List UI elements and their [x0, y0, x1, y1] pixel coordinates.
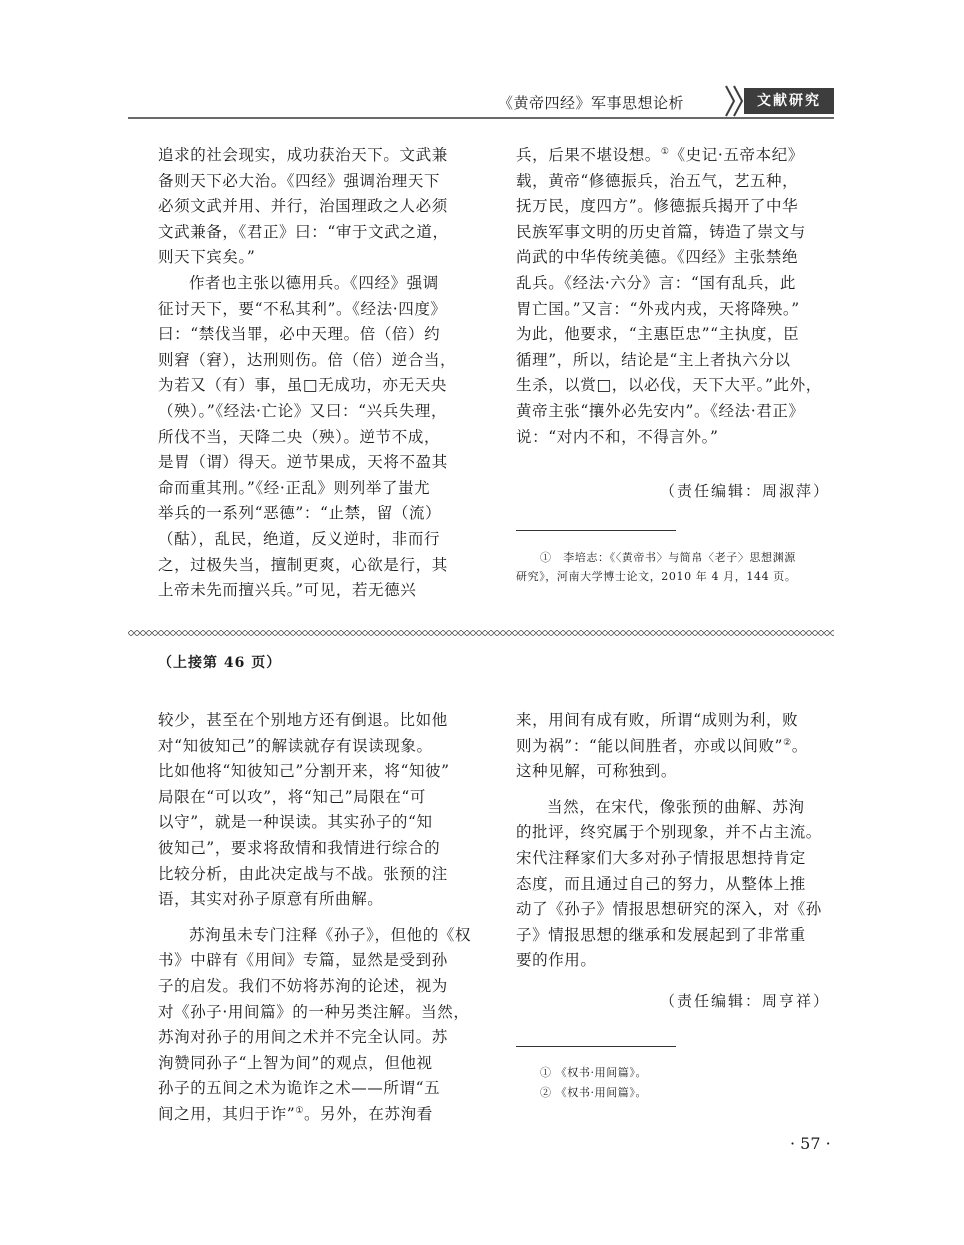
- text-line: 举兵的一系列“恶德”：“止禁，留（流）: [158, 504, 442, 523]
- bottom-left-column: [158, 708, 476, 1128]
- footnote-line: 研究》，河南大学博士论文，2010 年 4 月，144 页。: [516, 570, 797, 583]
- text-line: 上帝未先而擅兴兵。”可见，若无德兴: [158, 581, 417, 600]
- text-line: 宋代注释家们大多对孙子情报思想持肯定: [516, 848, 806, 867]
- text-line: 之，过极失当，擅制更爽，心欲是行，其: [158, 555, 448, 574]
- text-line-part: 。: [791, 736, 808, 755]
- text-line: 态度，而且通过自己的努力，从整体上推: [516, 874, 806, 893]
- text-line: 对《孙子·用间篇》的一种另类注解。当然，: [158, 1002, 470, 1021]
- text-line: 则天下宾矣。”: [158, 248, 256, 267]
- text-line: （殃）。”《经法·亡论》又曰：“兴兵失理，: [158, 401, 448, 420]
- top-left-column: [158, 143, 476, 604]
- editor-credit-bottom: （责任编辑：周亨祥）: [660, 992, 831, 1010]
- text-line: 子》情报思想的继承和发展起到了非常重: [516, 925, 806, 944]
- text-line-part: 间之用，其归于诈”: [158, 1104, 296, 1123]
- page-number: · 57 ·: [790, 1134, 831, 1153]
- text-line: 比如他将“知彼知己”分割开来，将“知彼”: [158, 762, 450, 781]
- text-line: 民族军事文明的历史首篇，铸造了崇文与: [516, 222, 806, 241]
- text-line: 备则天下必大治。《四经》强调治理天下: [158, 171, 441, 190]
- text-line: 循理”，所以，结论是“主上者执六分以: [516, 350, 791, 369]
- text-line: 的批评，终究属于个别现象，并不占主流。: [516, 823, 822, 842]
- text-line: 必须文武并用、并行，治国理政之人必须: [158, 197, 448, 216]
- text-line: 较少，甚至在个别地方还有倒退。比如他: [158, 711, 448, 729]
- editor-credit-top: （责任编辑：周淑萍）: [660, 482, 831, 500]
- text-line: 动了《孙子》情报思想研究的深入，对《孙: [516, 900, 822, 919]
- text-line: 为此，他要求，“主惠臣忠”“主执度，臣: [516, 325, 800, 344]
- text-line: 所伐不当，天降二央（殃）。逆节不成，: [158, 427, 441, 446]
- text-line: 书》中辟有《用间》专篇，显然是受到孙: [158, 951, 448, 970]
- text-line: 文武兼备，《君正》曰：“审于文武之道，: [158, 222, 449, 241]
- text-line-part: 兵，后果不堪设想。: [516, 146, 661, 164]
- double-chevron-icon: [724, 84, 746, 118]
- text-line: 作者也主张以德用兵。《四经》强调: [189, 273, 439, 292]
- text-line: 子的启发。我们不妨将苏洵的论述，视为: [158, 976, 448, 995]
- footnote-marker: ②: [783, 737, 792, 748]
- top-right-column: [516, 143, 834, 476]
- continuation-label: （上接第 46 页）: [158, 655, 282, 671]
- text-line: 则窘（窘），达刑则伤。倍（倍）逆合当，: [158, 350, 457, 369]
- text-line: 对“知彼知己”的解读就存有误读现象。: [158, 736, 433, 755]
- text-line: 要的作用。: [516, 951, 597, 970]
- text-line: （酤），乱民，绝道，反义逆时，非而行: [158, 529, 441, 548]
- text-line: 来，用间有成有败，所谓“成则为利，败: [516, 711, 799, 729]
- text-line: [158, 1102, 476, 1128]
- text-line: 征讨天下，要“不私其利”。《经法·四度》: [158, 299, 447, 318]
- text-line: 为若又（有）事，虽□无成功，亦无天央: [158, 376, 447, 395]
- footnote-line: ① 《权书·用间篇》。: [540, 1066, 648, 1079]
- text-line: 说：“对内不和，不得言外。”: [516, 427, 719, 446]
- text-line: 局限在“可以攻”，将“知己”局限在“可: [158, 787, 427, 806]
- text-line: 载，黄帝“修德振兵，治五气，艺五种，: [516, 171, 799, 190]
- footnote-marker: ①: [660, 147, 670, 157]
- text-line: 曰：“禁伐当罪，必中天理。倍（倍）约: [158, 325, 441, 344]
- running-header-title: 《黄帝四经》军事思想论析: [498, 94, 685, 112]
- text-line: [516, 450, 834, 476]
- text-line: [516, 734, 834, 760]
- footnote-line: ① 李培志：《〈黄帝书〉与简帛〈老子〉思想渊源: [540, 551, 796, 564]
- text-line: 胃亡国。”又言：“外戎内戎，天将降殃。”: [516, 299, 800, 318]
- text-line-part: 。另外，在苏洵看: [304, 1104, 433, 1123]
- footnote-marker: ①: [295, 1105, 304, 1116]
- article-divider: [128, 630, 834, 636]
- header-rule: [128, 117, 834, 119]
- text-line: 以守”，就是一种误读。其实孙子的“知: [158, 813, 433, 832]
- text-line: 孙子的五间之术为诡诈之术——所谓“五: [158, 1079, 441, 1098]
- text-line: 命而重其刑。”《经·正乱》则列举了蚩尤: [158, 478, 431, 497]
- text-line: 苏洵虽未专门注释《孙子》，但他的《权: [189, 925, 472, 944]
- footnote-line: ② 《权书·用间篇》。: [540, 1086, 648, 1099]
- text-line: 黄帝主张“攘外必先安内”。《经法·君正》: [516, 401, 805, 420]
- text-line: [516, 143, 834, 169]
- text-line: 乱兵。《经法·六分》言：“国有乱兵，此: [516, 273, 797, 292]
- text-line: 比较分析，由此决定战与不战。张预的注: [158, 864, 448, 883]
- text-line: 生杀，以赏□，以必伐，天下大平。”此外，: [516, 376, 822, 395]
- text-line-part: 则为祸”：“能以间胜者，亦或以间败”: [516, 736, 784, 755]
- footnote-rule: [516, 530, 676, 531]
- text-line: 苏洵对孙子的用间之术并不完全认同。苏: [158, 1028, 448, 1047]
- text-line-part: 《史记·五帝本纪》: [669, 146, 804, 164]
- text-line: 这种见解，可称独到。: [516, 762, 678, 781]
- text-line: 尚武的中华传统美德。《四经》主张禁绝: [516, 248, 799, 267]
- text-line: 是胃（谓）得天。逆节果成，天将不盈其: [158, 453, 448, 472]
- footnote-rule: [516, 1046, 676, 1047]
- text-line: 洵赞同孙子“上智为间”的观点，但他视: [158, 1053, 433, 1072]
- text-line: 语，其实对孙子原意有所曲解。: [158, 890, 384, 909]
- section-tag: 文献研究: [744, 88, 834, 114]
- bottom-right-column: [516, 708, 834, 974]
- text-line: 彼知己”，要求将敌情和我情进行综合的: [158, 838, 441, 857]
- text-line: 当然，在宋代，像张预的曲解、苏洵: [547, 797, 805, 816]
- text-line: 抚万民，度四方”。修德振兵揭开了中华: [516, 197, 799, 216]
- text-line: 追求的社会现实，成功获治天下。文武兼: [158, 146, 448, 164]
